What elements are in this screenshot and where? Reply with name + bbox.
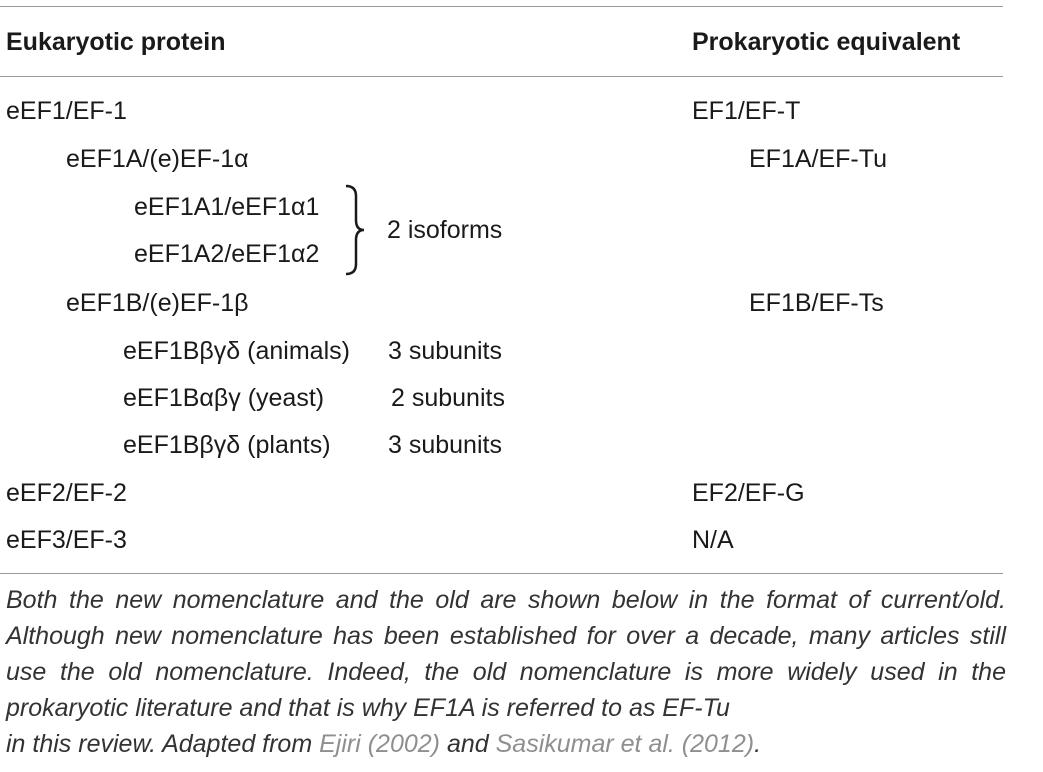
isoform-brace — [343, 184, 367, 276]
header-prokaryotic: Prokaryotic equivalent — [692, 28, 961, 56]
euk-cell-8: eEF2/EF-2 — [6, 479, 127, 507]
bottom-rule — [0, 573, 1003, 574]
euk-cell-2: eEF1A1/eEF1α1 — [134, 193, 320, 221]
isoform-note: 2 isoforms — [387, 216, 503, 244]
note-cell-6: 2 subunits — [391, 384, 505, 412]
note-cell-5: 3 subunits — [388, 337, 502, 365]
top-rule — [0, 6, 1003, 7]
caption-tail-1: in this review. Adapted from — [6, 730, 320, 758]
pro-cell-0: EF1/EF-T — [692, 97, 801, 125]
euk-cell-3: eEF1A2/eEF1α2 — [134, 240, 320, 268]
caption-tail-3: . — [754, 730, 762, 758]
header-rule — [0, 76, 1003, 77]
euk-cell-5: eEF1Bβγδ (animals) — [123, 337, 350, 365]
euk-cell-7: eEF1Bβγδ (plants) — [123, 431, 331, 459]
header-eukaryotic: Eukaryotic protein — [6, 28, 226, 56]
caption-tail-2: and — [440, 730, 496, 758]
euk-cell-1: eEF1A/(e)EF-1α — [66, 145, 249, 173]
pro-cell-4: EF1B/EF-Ts — [749, 289, 884, 317]
euk-cell-6: eEF1Bαβγ (yeast) — [123, 384, 325, 412]
pro-cell-9: N/A — [692, 526, 734, 554]
euk-cell-9: eEF3/EF-3 — [6, 526, 127, 554]
pro-cell-1: EF1A/EF-Tu — [749, 145, 887, 173]
citation-link-sasikumar[interactable]: Sasikumar et al. (2012) — [495, 730, 755, 758]
note-cell-7: 3 subunits — [388, 431, 502, 459]
pro-cell-8: EF2/EF-G — [692, 479, 805, 507]
caption-text: Both the new nomenclature and the old are shown below in the format of current/old. Although new nomenclature has been established for over a decade, many articles still use the old nomenclature. Indeed, the old nomenclature is more widely used in the prokaryotic literature and that is why EF1A is referred to as EF-Tu — [6, 586, 1006, 722]
citation-link-ejiri[interactable]: Ejiri (2002) — [319, 730, 440, 758]
table-caption — [6, 582, 1006, 762]
euk-cell-4: eEF1B/(e)EF-1β — [66, 289, 249, 317]
euk-cell-0: eEF1/EF-1 — [6, 97, 127, 125]
